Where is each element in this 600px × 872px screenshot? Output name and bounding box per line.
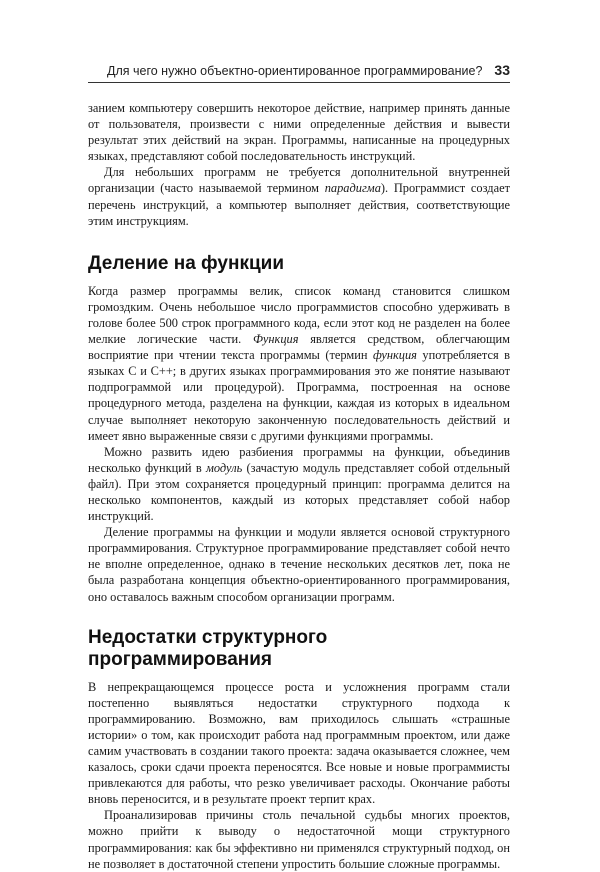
paragraph: Можно развить идею разбиения программы на функции, объединив несколько функций в модуль (зачастую модуль представляет собой отдельный файл). При этом сохраняется процедурный принцип: программа делится на несколько компонентов, каждый из которых представляет собой набор инструкций. — [88, 444, 510, 524]
term: Функция — [252, 332, 299, 347]
paragraph: Проанализировав причины столь печальной судьбы многих проектов, можно прийти к выводу о недостаточной мощи структурного программирования: как бы эффективно ни применялся структурный подход, он не позволяет в достаточной степени упростить большие сложные программы. — [88, 808, 510, 871]
section-heading: Деление на функции — [88, 252, 285, 274]
paragraph: Деление программы на функции и модули является основой структурного программирования. Структурное программирование представляет собой нечто не вполне определенное, однако в течение нескольких десятков лет, пока не была разработана концепция объектно-ориентированного программирования, оно оставалось важным способом организации программ. — [88, 525, 510, 604]
paragraph: В непрекращающемся процессе роста и усложнения программ стали постепенно выявляться недостатки структурного подхода к программированию. Возможно, вам приходилось слышать «страшные истории» о том, как происходит работа над программным проектом, или даже самим участвовать в создании такого проекта: задача оказывается сложнее, чем казалось, сроки сдачи проекта переносятся. Все новые и новые программисты привлекаются для работы, что резко увеличивает расходы. Окончание работы вновь переносится, и в результате проект терпит крах. — [88, 679, 510, 807]
term: модуль — [205, 460, 243, 475]
paragraph: Для небольших программ не требуется дополнительной внутренней организации (часто называемой термином парадигма). Программист создает перечень инструкций, а компьютер выполняет действия, соответствующие этим инструкциям. — [88, 165, 510, 228]
term: парадигма — [324, 181, 381, 196]
paragraph: занием компьютеру совершить некоторое действие, например принять данные от пользователя, произвести с ними определенные действия и вывести результат этих действий на экран. Программы, написанные на процедурных языках, представляют собой последовательность инструкций. — [88, 101, 510, 164]
header-rule — [88, 82, 510, 83]
page-body — [88, 100, 510, 872]
page-number: 33 — [494, 62, 510, 78]
running-header-title: Для чего нужно объектно-ориентированное программирование? — [107, 64, 483, 78]
paragraph: Когда размер программы велик, список команд становится слишком громоздким. Очень небольшое число программистов способно удерживать в голове более 500 строк программного кода, если этот код не разделен на более мелкие логические части. Функция является средством, облегчающим восприятие при чтении текста программы (термин функция употребляется в языках С и С++; в других языках программирования это же понятие называют подпрограммой или процедурой). Программа, построенная на основе процедурного метода, разделена на функции, каждая из которых в идеальном случае выполняет некоторую законченную последовательность действий и имеет явно выраженные связи с другими функциями программы. — [88, 283, 511, 443]
term: функция — [372, 348, 417, 363]
section-heading: Недостатки структурного программирования — [88, 626, 328, 670]
running-header — [88, 62, 510, 78]
